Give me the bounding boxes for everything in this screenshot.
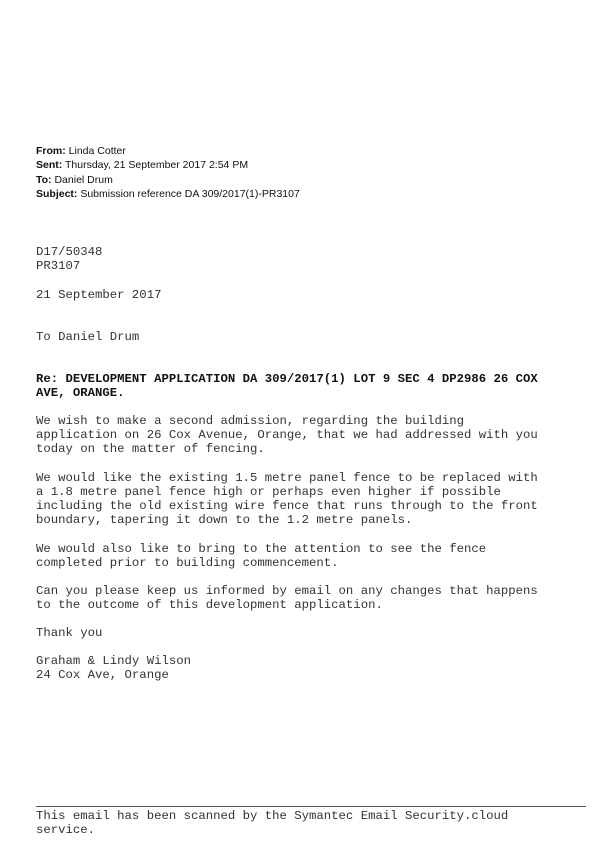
footer-notice — [36, 809, 591, 837]
salutation: To Daniel Drum — [36, 330, 140, 344]
paragraph-3 — [36, 542, 591, 570]
signature-block — [36, 654, 591, 682]
paragraph-line: We wish to make a second admission, regarding the building — [36, 414, 465, 428]
from-label: From: — [36, 145, 66, 157]
paragraph-line: completed prior to building commencement. — [36, 556, 339, 570]
signature-name: Graham & Lindy Wilson — [36, 654, 191, 668]
paragraph-line: boundary, tapering it down to the 1.2 metre panels. — [36, 513, 413, 527]
subject-value: Submission reference DA 309/2017(1)-PR3107 — [80, 188, 300, 201]
to-value: Daniel Drum — [54, 173, 113, 186]
closing: Thank you — [36, 626, 103, 640]
paragraph-line: We would also like to bring to the attention to see the fence — [36, 542, 487, 556]
sent-value: Thursday, 21 September 2017 2:54 PM — [64, 159, 249, 172]
subject-row — [36, 187, 596, 201]
to-row — [36, 173, 596, 187]
from-value: Linda Cotter — [68, 145, 126, 157]
reference-block — [36, 245, 591, 273]
footer-line: service. — [36, 823, 96, 837]
paragraph-4 — [36, 584, 591, 612]
signature-address: 24 Cox Ave, Orange — [36, 668, 169, 682]
reference-line: D17/50348 — [36, 245, 103, 259]
paragraph-line: application on 26 Cox Avenue, Orange, that we had addressed with you — [36, 428, 538, 442]
paragraph-line: to the outcome of this development application. — [36, 598, 383, 612]
letter-subject — [36, 372, 591, 400]
paragraph-line: including the old existing wire fence that runs through to the front — [36, 499, 538, 513]
paragraph-line: We would like the existing 1.5 metre panel fence to be replaced with — [36, 471, 538, 485]
paragraph-line: today on the matter of fencing. — [36, 442, 265, 456]
paragraph-line: Can you please keep us informed by email on any changes that happens — [36, 584, 538, 598]
subject-label: Subject: — [36, 188, 78, 201]
from-row — [36, 144, 596, 158]
reference-line: PR3107 — [36, 259, 81, 273]
paragraph-1 — [36, 414, 591, 456]
subject-line: Re: DEVELOPMENT APPLICATION DA 309/2017(1) LOT 9 SEC 4 DP2986 26 COX — [36, 372, 538, 386]
footer-divider — [36, 806, 586, 807]
sent-label: Sent: — [36, 159, 63, 172]
sent-row — [36, 158, 596, 172]
subject-line: AVE, ORANGE. — [36, 386, 125, 400]
paragraph-2 — [36, 471, 591, 527]
letter-date: 21 September 2017 — [36, 288, 162, 302]
email-header — [36, 144, 596, 202]
to-label: To: — [36, 173, 52, 186]
paragraph-line: a 1.8 metre panel fence high or perhaps even higher if possible — [36, 485, 501, 499]
footer-line: This email has been scanned by the Symantec Email Security.cloud — [36, 809, 509, 823]
